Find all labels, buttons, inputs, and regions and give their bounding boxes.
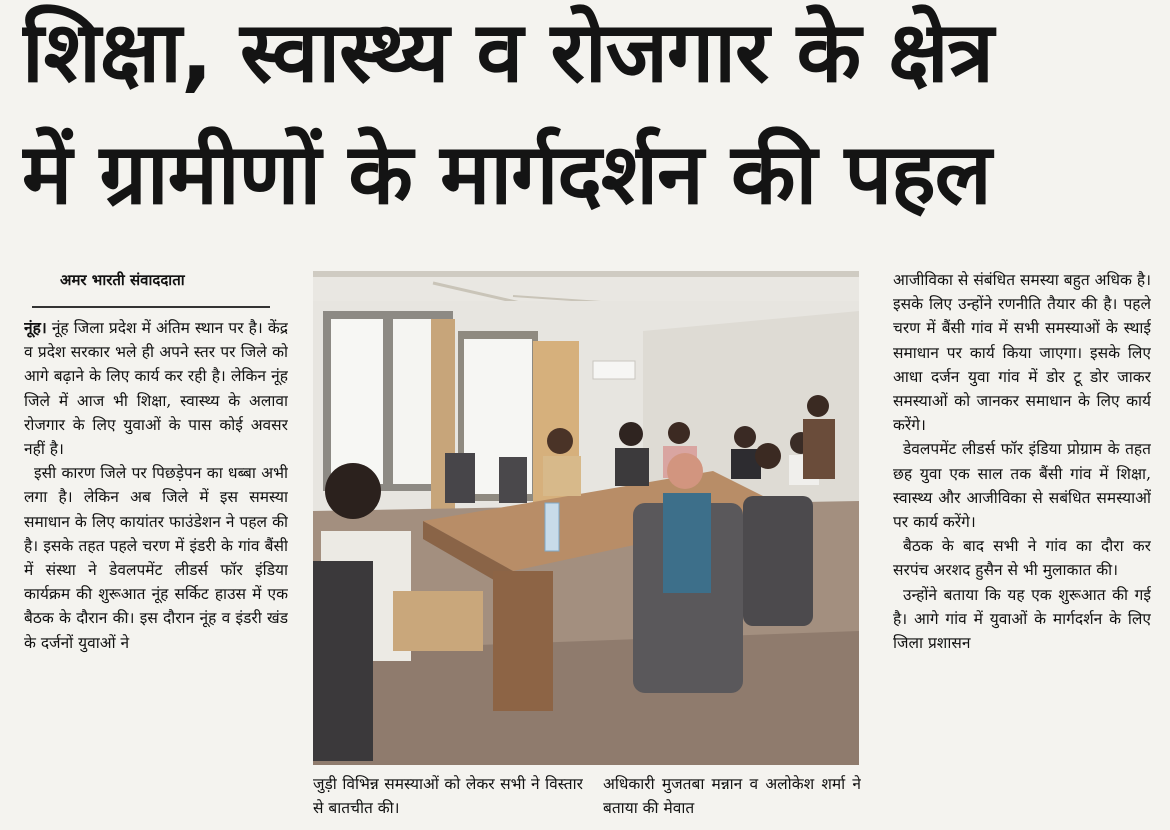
headline-line-2: में ग्रामीणों के मार्गदर्शन की पहल <box>22 125 991 223</box>
paragraph: उन्होंने बताया कि यह एक शुरूआत की गई है। आगे गांव में युवाओं के मार्गदर्शन के लिए जिला प्रशासन <box>893 585 1151 653</box>
byline: अमर भारती संवाददाता <box>60 271 185 289</box>
paragraph <box>24 316 288 461</box>
paragraph: डेवलपमेंट लीडर्स फॉर इंडिया प्रोग्राम के तहत छह युवा एक साल तक बैंसी गांव में शिक्षा, स्वास्थ्य और आजीविका से सबंधित समस्याओं पर कार्य करेंगे। <box>893 440 1151 532</box>
dateline: नूंह। <box>24 318 47 337</box>
paragraph: बैठक के बाद सभी ने गांव का दौरा कर सरपंच अरशद हुसैन से भी मुलाकात की। <box>893 537 1151 580</box>
paragraph: इसी कारण जिले पर पिछड़ेपन का धब्बा अभी लगा है। लेकिन अब जिले में इस समस्या समाधान के लिए कायांतर फाउंडेशन ने पहल की है। इसके तहत पहले चरण में इंडरी के गांव बैंसी में संस्था ने डेवलपमेंट लीडर्स फॉर इंडिया कार्यक्रम की शुरूआत नूंह सर्किट हाउस में एक बैठक के दौरान की। इस दौरान नूंह व इंडरी खंड के दर्जनों युवाओं ने <box>24 464 288 652</box>
byline-rule <box>32 306 270 308</box>
meeting-photo <box>313 271 859 765</box>
paragraph-text: नूंह जिला प्रदेश में अंतिम स्थान पर है। केंद्र व प्रदेश सरकार भले ही अपने स्तर पर जिले को आगे बढ़ाने के लिए कार्य कर रही है। लेकिन नूंह जिले में आज भी शिक्षा, स्वास्थ्य के अलावा रोजगार के लिए युवाओं के पास कोई अवसर नहीं है। <box>24 319 288 459</box>
paragraph: आजीविका से संबंधित समस्या बहुत अधिक है। इसके लिए उन्होंने रणनीति तैयार की है। पहले चरण में बैंसी गांव में सभी समस्याओं के स्थाई समाधान पर कार्य किया जाएगा। इसके लिए आधा दर्जन युवा गांव में डोर टू डोर जाकर समस्याओं को जानकर समाधान के लिए कार्य करेंगे। <box>893 271 1151 435</box>
article-column-3 <box>603 772 861 830</box>
paragraph: जुड़ी विभिन्न समस्याओं को लेकर सभी ने विस्तार से बातचीत की। <box>313 775 583 818</box>
article-column-4 <box>893 268 1151 830</box>
paragraph: अधिकारी मुजतबा मन्नान व अलोकेश शर्मा ने बताया की मेवात <box>603 775 861 818</box>
article-column-1 <box>24 316 288 830</box>
headline-line-1: शिक्षा, स्वास्थ्य व रोजगार के क्षेत्र <box>22 3 993 101</box>
article-column-2 <box>313 772 583 830</box>
